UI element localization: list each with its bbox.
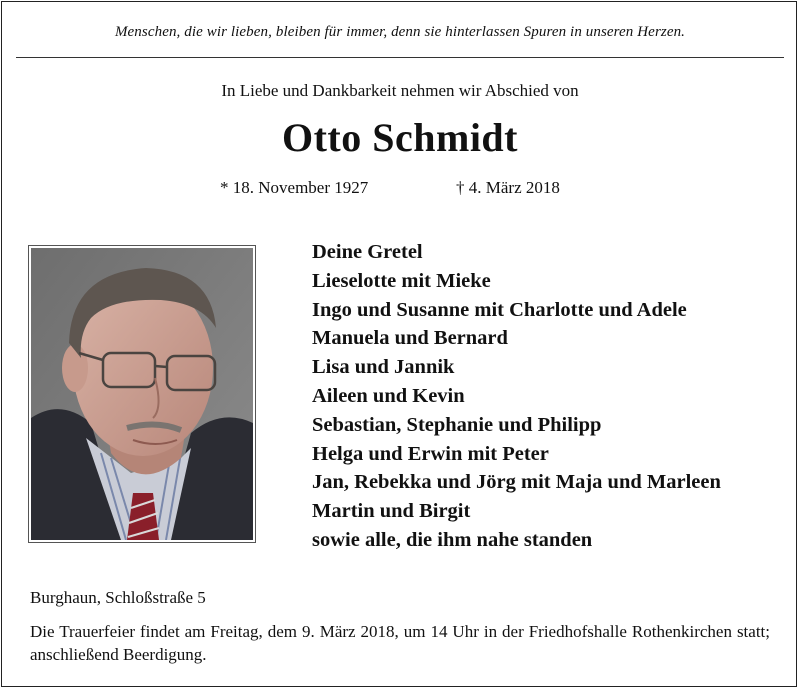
mourner-line: sowie alle, die ihm nahe standen	[312, 528, 593, 551]
mourner-line: Lieselotte mit Mieke	[312, 269, 491, 292]
mourner-line: Manuela und Bernard	[312, 327, 508, 350]
deceased-name: Otto Schmidt	[282, 115, 518, 160]
mourner-list	[312, 238, 721, 555]
mourner-line: Sebastian, Stephanie und Philipp	[312, 413, 602, 436]
motto-text: Menschen, die wir lieben, bleiben für immer, denn sie hinterlassen Spuren in unseren Herzen.	[114, 24, 686, 40]
address-text: Burghaun, Schloßstraße 5	[30, 588, 206, 607]
mourner-line: Martin und Birgit	[312, 500, 471, 523]
mourner-line: Deine Gretel	[312, 241, 423, 263]
birth-date: * 18. November 1927	[220, 178, 369, 197]
motto-divider	[16, 57, 784, 58]
mourner-line: Aileen und Kevin	[312, 384, 465, 407]
death-date: † 4. März 2018	[456, 178, 560, 197]
funeral-service-text: Die Trauerfeier findet am Freitag, dem 9. März 2018, um 14 Uhr in der Friedhofshalle Rothenkirchen statt; anschließend Beerdigung.	[30, 622, 770, 664]
mourner-line: Jan, Rebekka und Jörg mit Maja und Marleen	[312, 471, 721, 494]
mourner-line: Helga und Erwin mit Peter	[312, 442, 549, 465]
intro-text: In Liebe und Dankbarkeit nehmen wir Abschied von	[221, 81, 579, 100]
mourner-line: Ingo und Susanne mit Charlotte und Adele	[312, 298, 687, 321]
portrait-illustration	[31, 248, 253, 540]
mourner-line: Lisa und Jannik	[312, 356, 455, 379]
portrait-photo	[28, 245, 256, 543]
